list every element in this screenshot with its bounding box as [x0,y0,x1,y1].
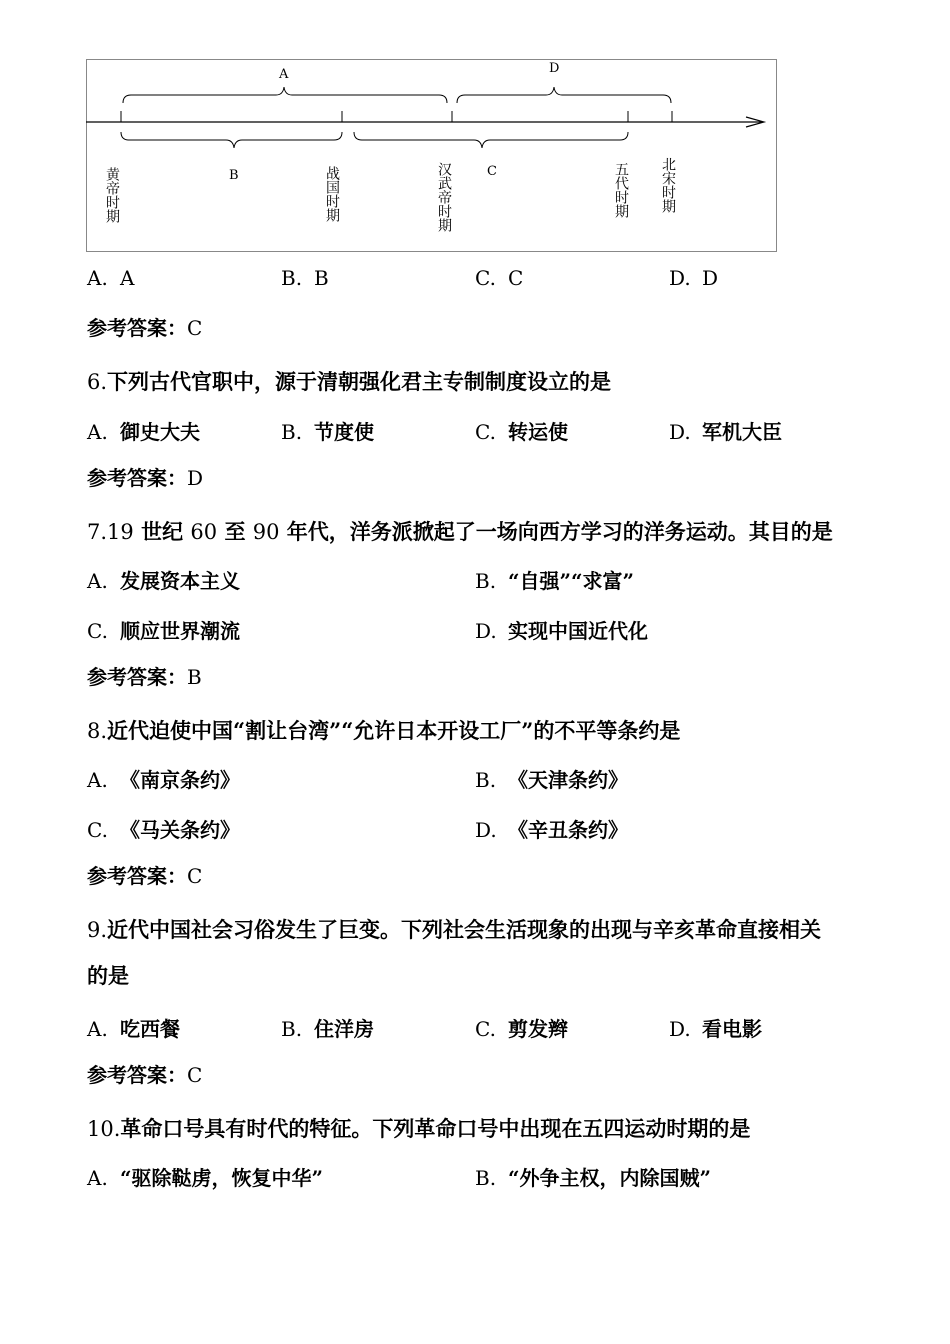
q9-option-d: D. 看电影 [669,1017,762,1041]
q9-option-b: B. 住洋房 [281,1017,374,1041]
q8-answer: 参考答案：C [87,864,203,888]
q6-option-a: A. 御史大夫 [87,420,200,444]
q7-question: 7.19 世纪 60 至 90 年代，洋务派掀起了一场向西方学习的洋务运动。其目的是 [87,519,833,544]
q7-option-c: C. 顺应世界潮流 [87,619,240,643]
q9-option-c: C. 剪发辫 [475,1017,568,1041]
q7-answer: 参考答案：B [87,665,202,689]
q5-answer: 参考答案：C [87,316,203,340]
bracket-b [121,132,342,148]
bracket-c [354,132,628,148]
q10-option-a: A. “驱除鞑虏，恢复中华” [87,1166,324,1190]
q5-option-a: A. A [87,266,135,290]
q8-option-b: B. 《天津条约》 [475,768,628,792]
point-label-hanwudi: 汉武帝时期 [436,162,452,232]
point-label-wudai: 五代时期 [613,162,629,218]
q8-option-a: A. 《南京条约》 [87,768,240,792]
q10-option-b: B. “外争主权，内除国贼” [475,1166,712,1190]
q6-option-d: D. 军机大臣 [669,420,782,444]
q5-option-b: B. B [281,266,329,290]
q9-question-line1: 9.近代中国社会习俗发生了巨变。下列社会生活现象的出现与辛亥革命直接相关 [87,917,822,942]
q7-option-a: A. 发展资本主义 [87,569,240,593]
q6-question: 6.下列古代官职中，源于清朝强化君主专制制度设立的是 [87,369,612,394]
bracket-a-label: A [279,67,289,82]
point-label-beisong: 北宋时期 [660,157,676,213]
point-label-zhanguo: 战国时期 [324,166,340,222]
q9-answer: 参考答案：C [87,1063,203,1087]
bracket-d [457,87,671,103]
q8-option-d: D. 《辛丑条约》 [475,818,628,842]
q6-answer: 参考答案：D [87,466,204,490]
q8-question: 8.近代迫使中国“割让台湾”“允许日本开设工厂”的不平等条约是 [87,718,681,743]
q5-option-d: D. D [669,266,719,290]
q6-option-c: C. 转运使 [475,420,568,444]
q9-option-a: A. 吃西餐 [87,1017,180,1041]
bracket-a [123,87,447,103]
q5-option-c: C. C [475,266,524,290]
q10-question: 10.革命口号具有时代的特征。下列革命口号中出现在五四运动时期的是 [87,1116,751,1141]
point-label-huangdi: 黄帝时期 [104,167,120,223]
q7-option-b: B. “自强”“求富” [475,569,635,593]
bracket-d-label: D [549,61,560,76]
q9-question-line2: 的是 [87,963,129,988]
q6-option-b: B. 节度使 [281,420,374,444]
bracket-b-label: B [229,168,239,183]
bracket-c-label: C [487,164,497,179]
q7-option-d: D. 实现中国近代化 [475,619,648,643]
timeline-figure [86,59,778,253]
q8-option-c: C. 《马关条约》 [87,818,240,842]
figure-frame [87,60,777,252]
